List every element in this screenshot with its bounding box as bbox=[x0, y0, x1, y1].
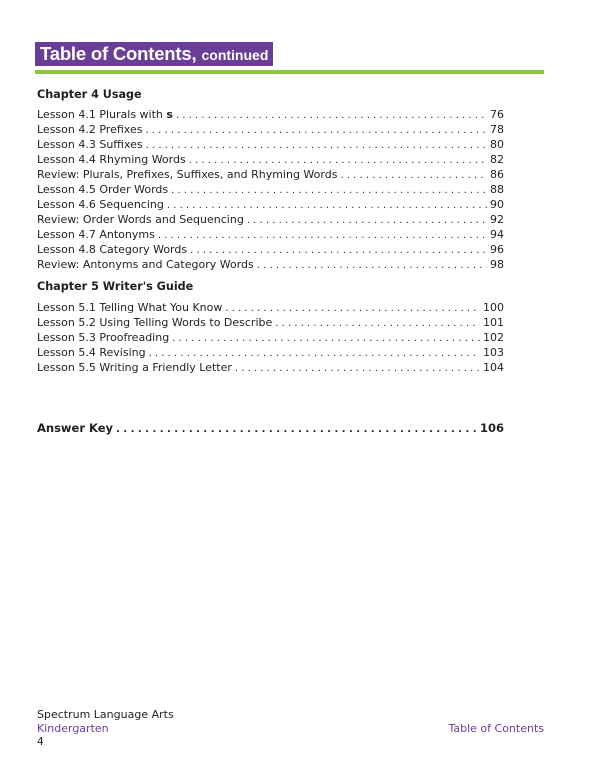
leader-dots bbox=[247, 213, 487, 228]
toc-page-number: 78 bbox=[490, 123, 504, 136]
toc-entry[interactable]: Lesson 4.5 Order Words . . . 88 bbox=[37, 182, 504, 197]
answer-key-page: 106 bbox=[479, 421, 504, 435]
toc-entry[interactable]: Review: Order Words and Sequencing . . . 92 bbox=[37, 212, 504, 227]
toc-entry[interactable]: Review: Plurals, Prefixes, Suffixes, and Rhyming Words . . . 86 bbox=[37, 167, 504, 182]
leader-dots bbox=[172, 331, 480, 346]
toc-entry[interactable]: Lesson 4.1 Plurals with s . . . 76 bbox=[37, 107, 504, 122]
toc-entry[interactable]: Review: Antonyms and Category Words . . . 98 bbox=[37, 257, 504, 272]
toc-page-number: 94 bbox=[490, 228, 504, 241]
toc-entry[interactable]: Lesson 5.4 Revising . . . 103 bbox=[37, 345, 504, 360]
page-title: Table of Contents, bbox=[40, 43, 197, 64]
chapter-5-heading: Chapter 5 Writer's Guide bbox=[37, 280, 194, 293]
toc-page-number: 80 bbox=[490, 138, 504, 151]
footer-page-number: 4 bbox=[37, 736, 44, 748]
toc-page-number: 96 bbox=[490, 243, 504, 256]
leader-dots bbox=[176, 108, 487, 123]
toc-page-number: 100 bbox=[483, 301, 504, 314]
footer-grade: Kindergarten bbox=[37, 722, 109, 735]
leader-dots bbox=[340, 168, 487, 183]
chapter-4-list bbox=[37, 107, 504, 272]
toc-page-number: 88 bbox=[490, 183, 504, 196]
toc-page-number: 101 bbox=[483, 316, 504, 329]
toc-entry[interactable]: Lesson 5.1 Telling What You Know . . . 100 bbox=[37, 300, 504, 315]
toc-entry[interactable]: Lesson 5.3 Proofreading . . . 102 bbox=[37, 330, 504, 345]
footer-series-title: Spectrum Language Arts bbox=[37, 708, 174, 721]
toc-entry[interactable]: Lesson 4.8 Category Words . . . 96 bbox=[37, 242, 504, 257]
leader-dots bbox=[146, 138, 487, 153]
toc-entry[interactable]: Lesson 5.2 Using Telling Words to Describe . . . 101 bbox=[37, 315, 504, 330]
page-title-continued: continued bbox=[201, 47, 269, 63]
toc-page-number: 86 bbox=[490, 168, 504, 181]
toc-entry[interactable]: Lesson 4.3 Suffixes . . . 80 bbox=[37, 137, 504, 152]
toc-page-number: 90 bbox=[490, 198, 504, 211]
leader-dots bbox=[235, 361, 480, 376]
toc-entry[interactable]: Lesson 4.6 Sequencing . . . 90 bbox=[37, 197, 504, 212]
toc-page-number: 98 bbox=[490, 258, 504, 271]
leader-dots bbox=[189, 153, 487, 168]
leader-dots bbox=[116, 422, 477, 437]
leader-dots bbox=[149, 346, 480, 361]
toc-page-number: 102 bbox=[483, 331, 504, 344]
leader-dots bbox=[257, 258, 487, 273]
toc-page-number: 103 bbox=[483, 346, 504, 359]
leader-dots bbox=[167, 198, 487, 213]
toc-page-number: 82 bbox=[490, 153, 504, 166]
section-title-banner bbox=[35, 42, 273, 66]
footer-section-name: Table of Contents bbox=[448, 722, 544, 735]
leader-dots bbox=[190, 243, 487, 258]
chapter-4-heading: Chapter 4 Usage bbox=[37, 88, 142, 101]
toc-page-number: 92 bbox=[490, 213, 504, 226]
leader-dots bbox=[225, 301, 480, 316]
toc-page-number: 104 bbox=[483, 361, 504, 374]
toc-entry[interactable]: Lesson 5.5 Writing a Friendly Letter . . . 104 bbox=[37, 360, 504, 375]
chapter-5-list bbox=[37, 300, 504, 375]
answer-key-label: Answer Key bbox=[37, 421, 114, 435]
toc-entry[interactable]: Lesson 4.2 Prefixes . . . 78 bbox=[37, 122, 504, 137]
header-divider bbox=[35, 70, 544, 74]
toc-page-number: 76 bbox=[490, 108, 504, 121]
leader-dots bbox=[158, 228, 487, 243]
answer-key-entry[interactable] bbox=[37, 421, 504, 436]
toc-entry[interactable]: Lesson 4.4 Rhyming Words . . . 82 bbox=[37, 152, 504, 167]
toc-entry[interactable]: Lesson 4.7 Antonyms . . . 94 bbox=[37, 227, 504, 242]
leader-dots bbox=[275, 316, 480, 331]
leader-dots bbox=[171, 183, 487, 198]
bold-letter: s bbox=[166, 108, 173, 121]
leader-dots bbox=[145, 123, 487, 138]
